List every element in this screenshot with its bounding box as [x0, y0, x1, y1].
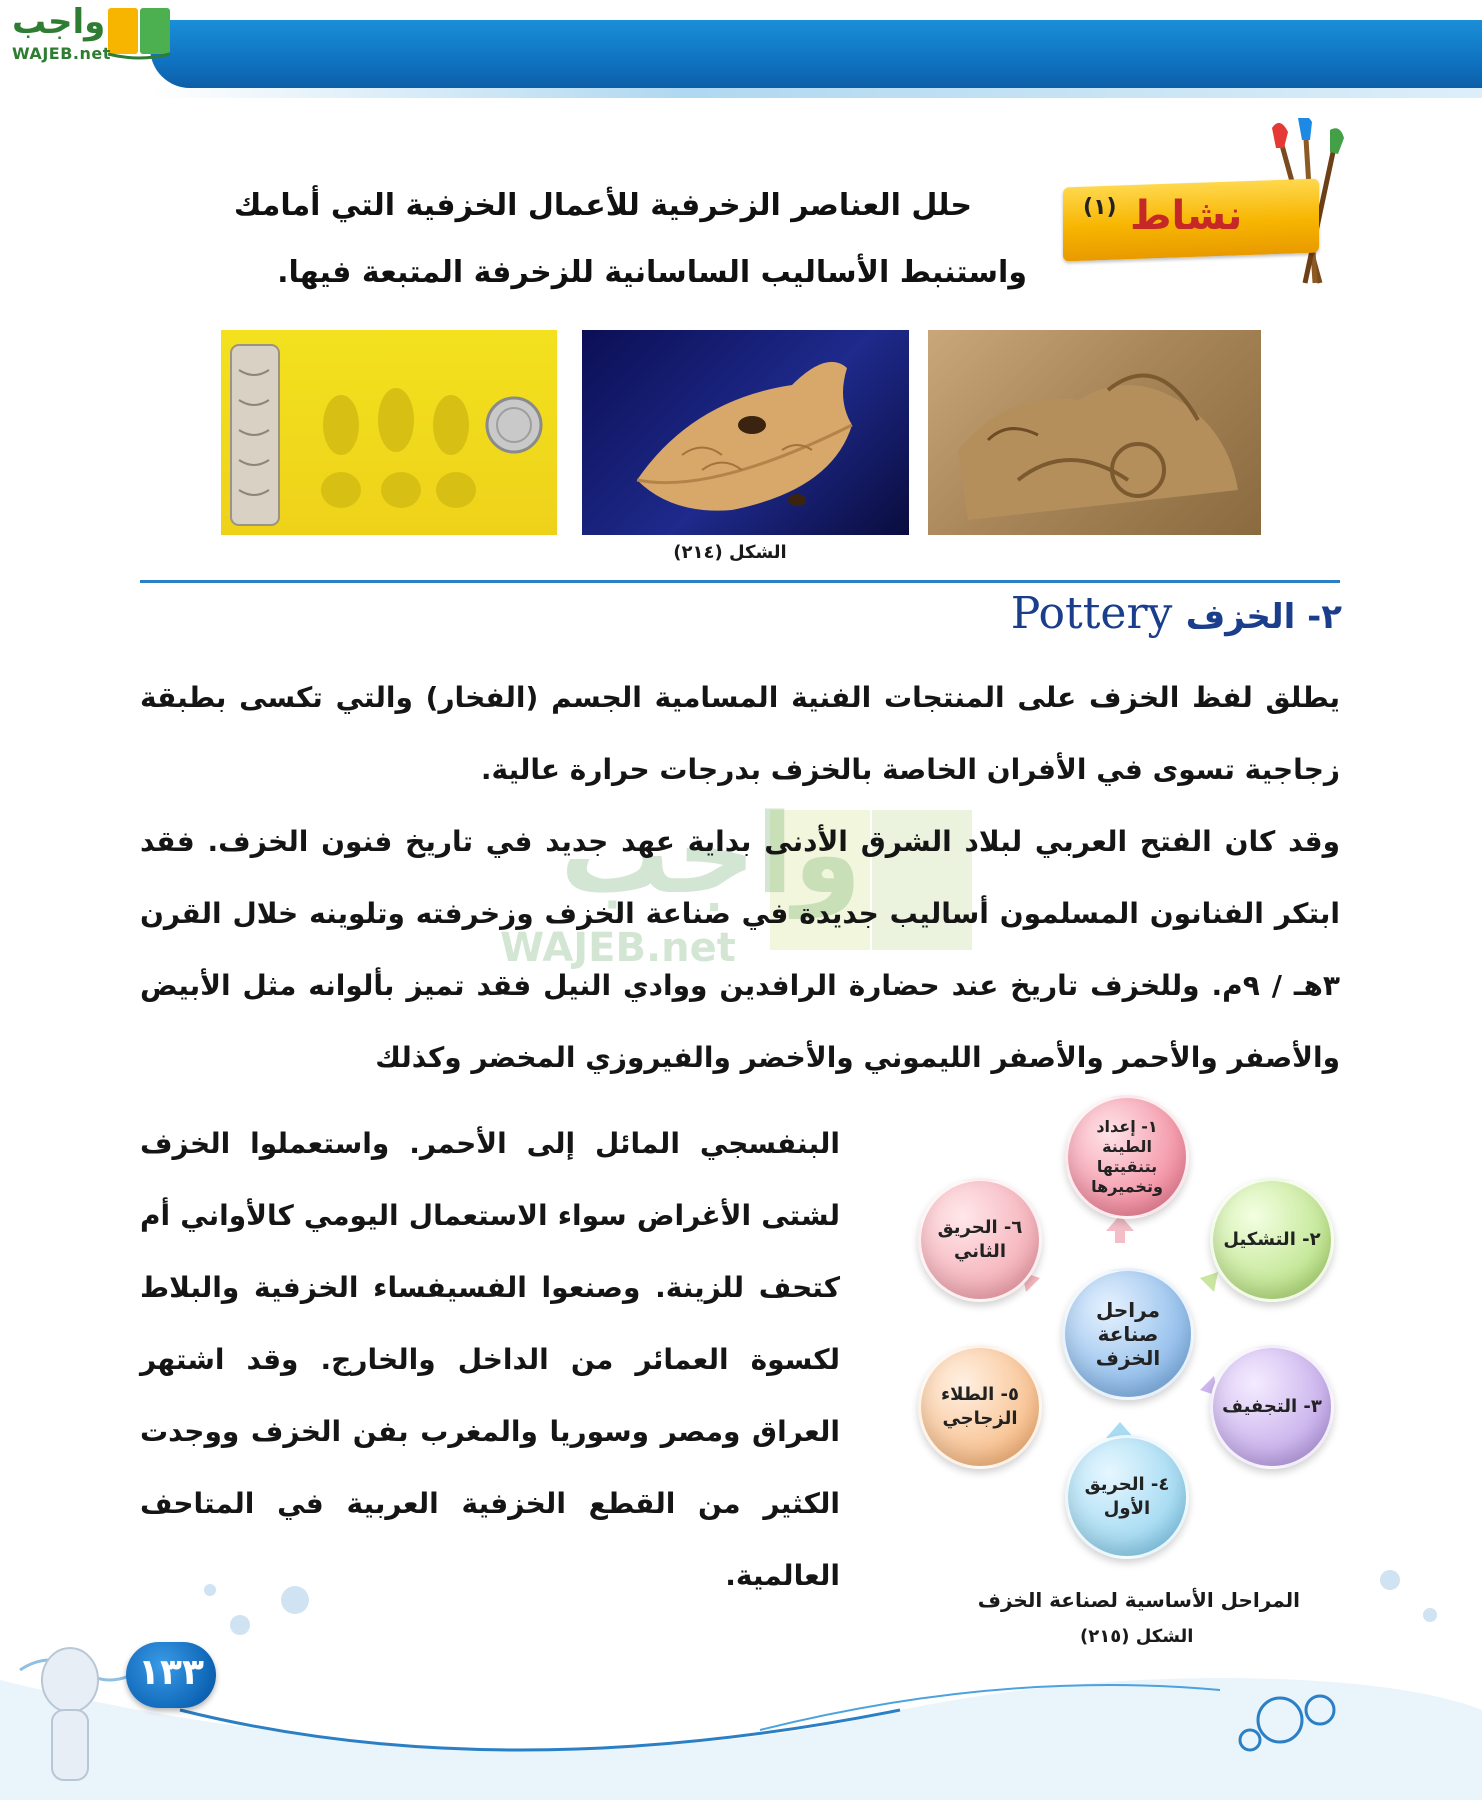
- footer-decoration: [0, 1560, 1482, 1800]
- section-heading-ar: ٢- الخزف: [1185, 597, 1342, 637]
- photo-relief-carving: [928, 330, 1261, 535]
- photo-cylinder-seal: [221, 330, 557, 535]
- figure-214-caption: الشكل (٢١٤): [673, 542, 787, 563]
- watermark-text-en: WAJEB.net: [500, 925, 736, 971]
- photo-pottery-lamp: [582, 330, 909, 535]
- paragraph-uses: البنفسجي المائل إلى الأحمر. واستعملوا الخزف لشتى الأغراض سواء الاستعمال اليومي كالأواني أم كتحف للزينة. وصنعوا الفسيفساء الخزفية والبلاط لكسوة العمائر من الداخل والخارج. وقد اشتهر العراق ومصر وسوريا والمغرب بفن الخزف ووجدت الكثير من القطع الخزفية العربية في المتاحف العالمية.: [140, 1127, 840, 1592]
- watermark-text-ar: واجب: [560, 790, 862, 918]
- figure-215-caption: الشكل (٢١٥): [1080, 1626, 1194, 1647]
- stage-3-drying: ٣- التجفيف: [1210, 1345, 1334, 1469]
- logo-text-en: WAJEB.net: [12, 44, 111, 63]
- figure-215-title: المراحل الأساسية لصناعة الخزف: [977, 1588, 1300, 1612]
- logo-text-ar: واجب: [12, 2, 106, 42]
- paragraph-history: وقد كان الفتح العربي لبلاد الشرق الأدنى بداية عهد جديد في تاريخ فنون الخزف. فقد ابتكر الفنانون المسلمون أساليب جديدة في صناعة الخزف وزخرفته وتلوينه خلال القرن ٣هـ / ٩م. وللخزف تاريخ عند حضارة الرافدين ووادي النيل فقد تميز بألوانه مثل الأبيض والأصفر والأحمر والأصفر الليموني والأخضر والفيروزي المخضر وكذلك: [140, 825, 1340, 1074]
- activity-label: نشاط: [1130, 193, 1243, 239]
- paragraph-definition: يطلق لفظ الخزف على المنتجات الفنية المسامية الجسم (الفخار) والتي تكسى بطبقة زجاجية تسوى في الأفران الخاصة بالخزف بدرجات حرارة عالية.: [140, 681, 1340, 786]
- page-number: ١٣٣: [138, 1652, 204, 1693]
- activity-instruction-line-2: واستنبط الأساليب الساسانية للزخرفة المتبعة فيها.: [277, 255, 1027, 290]
- section-divider: [140, 580, 1340, 583]
- stage-2-forming: ٢- التشكيل: [1210, 1178, 1334, 1302]
- stages-center: مراحل صناعة الخزف: [1062, 1268, 1194, 1400]
- stage-4-first-firing: ٤- الحريق الأول: [1065, 1435, 1189, 1559]
- header-band: [150, 20, 1482, 88]
- section-heading-en: Pottery: [1010, 588, 1173, 639]
- activity-instruction-line-1: حلل العناصر الزخرفية للأعمال الخزفية التي أمامك: [233, 188, 972, 223]
- activity-number: (١): [1083, 195, 1117, 220]
- section-heading: [1011, 588, 1342, 639]
- stage-1-prepare-clay: ١- إعداد الطينة بتنقيتها وتخميرها: [1065, 1095, 1189, 1219]
- stage-5-glazing: ٥- الطلاء الزجاجي: [918, 1345, 1042, 1469]
- stage-6-second-firing: ٦- الحريق الثاني: [918, 1178, 1042, 1302]
